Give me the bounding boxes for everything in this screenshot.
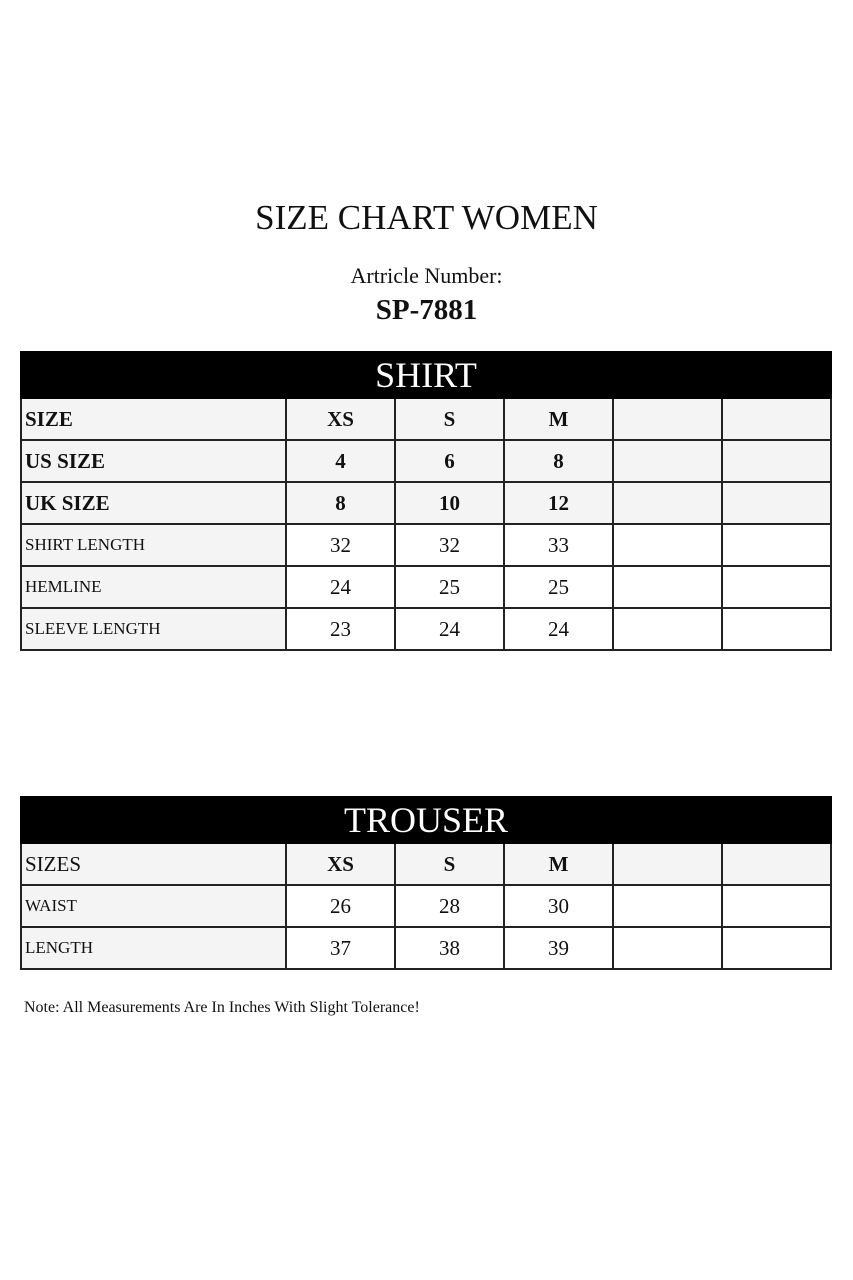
article-number: SP-7881: [375, 294, 478, 326]
table-cell: 4: [286, 440, 395, 482]
row-label: UK SIZE: [21, 482, 286, 524]
table-cell: [722, 524, 831, 566]
table-cell: 12: [504, 482, 613, 524]
row-label: SIZES: [21, 843, 286, 885]
table-cell: XS: [286, 843, 395, 885]
table-cell: M: [504, 398, 613, 440]
table-cell: 32: [286, 524, 395, 566]
table-row: [21, 524, 831, 566]
table-cell: 28: [395, 885, 504, 927]
table-cell: [722, 398, 831, 440]
table-cell: 8: [286, 482, 395, 524]
table-cell: 33: [504, 524, 613, 566]
table-cell: [722, 566, 831, 608]
table-cell: 23: [286, 608, 395, 650]
table-row: [21, 927, 831, 969]
table-row: [21, 482, 831, 524]
table-cell: [722, 608, 831, 650]
table-cell: [613, 398, 722, 440]
table-cell: 25: [395, 566, 504, 608]
table-cell: 32: [395, 524, 504, 566]
trouser-heading: TROUSER: [21, 797, 831, 843]
table-cell: [613, 843, 722, 885]
table-cell: 6: [395, 440, 504, 482]
table-cell: 30: [504, 885, 613, 927]
row-label: SLEEVE LENGTH: [21, 608, 286, 650]
table-row: [21, 843, 831, 885]
row-label: SHIRT LENGTH: [21, 524, 286, 566]
table-cell: 24: [395, 608, 504, 650]
table-cell: [613, 885, 722, 927]
shirt-size-table: [20, 351, 832, 651]
table-cell: [613, 927, 722, 969]
row-label: LENGTH: [21, 927, 286, 969]
table-cell: XS: [286, 398, 395, 440]
table-cell: 10: [395, 482, 504, 524]
row-label: SIZE: [21, 398, 286, 440]
table-cell: [722, 440, 831, 482]
table-cell: 8: [504, 440, 613, 482]
table-cell: 38: [395, 927, 504, 969]
table-cell: S: [395, 398, 504, 440]
table-cell: [613, 608, 722, 650]
table-cell: 37: [286, 927, 395, 969]
table-row: [21, 885, 831, 927]
trouser-size-table: [20, 796, 832, 970]
table-cell: S: [395, 843, 504, 885]
row-label: WAIST: [21, 885, 286, 927]
measurement-note: Note: All Measurements Are In Inches With Slight Tolerance!: [24, 999, 420, 1016]
table-cell: [613, 482, 722, 524]
table-cell: [722, 927, 831, 969]
table-cell: [722, 885, 831, 927]
table-cell: 25: [504, 566, 613, 608]
table-cell: 24: [286, 566, 395, 608]
article-number-label: Artricle Number:: [350, 263, 503, 288]
table-cell: 24: [504, 608, 613, 650]
row-label: HEMLINE: [21, 566, 286, 608]
row-label: US SIZE: [21, 440, 286, 482]
table-cell: [722, 843, 831, 885]
shirt-heading: SHIRT: [21, 352, 831, 398]
table-row: [21, 440, 831, 482]
table-row: [21, 398, 831, 440]
table-row: [21, 566, 831, 608]
table-cell: [613, 566, 722, 608]
table-cell: M: [504, 843, 613, 885]
table-cell: [722, 482, 831, 524]
page-title: SIZE CHART WOMEN: [255, 198, 598, 237]
table-row: [21, 608, 831, 650]
table-cell: 39: [504, 927, 613, 969]
table-cell: [613, 524, 722, 566]
table-cell: [613, 440, 722, 482]
table-cell: 26: [286, 885, 395, 927]
